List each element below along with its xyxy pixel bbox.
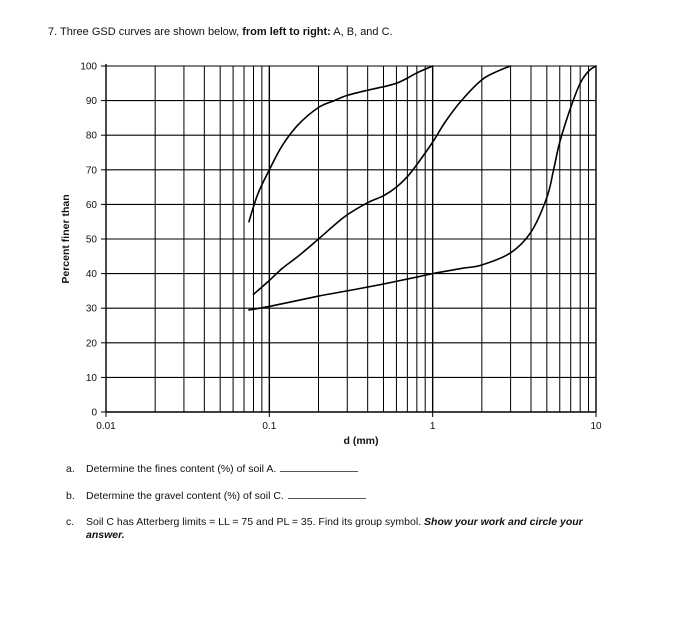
curve-a (249, 66, 433, 222)
subquestion-c-text: Soil C has Atterberg limits = LL = 75 and PL = 35. Find its group symbol. (86, 516, 422, 528)
x-tick-label: 10 (590, 421, 602, 432)
chart-axes (60, 62, 602, 448)
x-tick-label: 0.01 (96, 421, 116, 432)
y-tick-label: 30 (85, 303, 97, 315)
y-tick-label: 90 (85, 96, 97, 108)
answer-blank-a[interactable] (280, 462, 358, 472)
x-tick-label: 1 (429, 421, 436, 432)
subquestion-a (66, 462, 358, 476)
subquestion-c-letter: c. (66, 516, 75, 528)
subquestion-b-letter: b. (66, 490, 75, 502)
subquestion-a-letter: a. (66, 463, 75, 475)
y-tick-label: 20 (85, 338, 97, 350)
x-tick-label: 0.1 (262, 421, 277, 432)
subquestion-b (66, 489, 366, 503)
question-tail-text: A, B, and C. (330, 26, 393, 38)
y-tick-label: 0 (91, 407, 97, 419)
answer-blank-b[interactable] (288, 489, 366, 499)
subquestion-c-bold-2: answer. (86, 529, 125, 541)
y-tick-label: 70 (85, 165, 97, 177)
subquestion-c (66, 516, 646, 542)
subquestion-b-text: Determine the gravel content (%) of soil C. (86, 490, 284, 502)
subquestion-c-bold-1: Show your work and circle your (424, 516, 583, 528)
y-tick-label: 10 (85, 372, 97, 384)
y-tick-label: 40 (85, 269, 97, 281)
y-tick-label: 50 (85, 234, 97, 246)
y-tick-label: 80 (85, 130, 97, 142)
y-axis-title: Percent finer than (60, 194, 72, 284)
subquestion-a-text: Determine the fines content (%) of soil A. (86, 463, 277, 475)
y-tick-label: 100 (80, 61, 97, 73)
question-bold-text: from left to right: (242, 26, 331, 38)
y-tick-label: 60 (85, 199, 97, 211)
chart-grid (106, 66, 596, 412)
x-axis-title: d (mm) (343, 435, 379, 447)
question-text: 7. Three GSD curves are shown below, (48, 26, 243, 38)
